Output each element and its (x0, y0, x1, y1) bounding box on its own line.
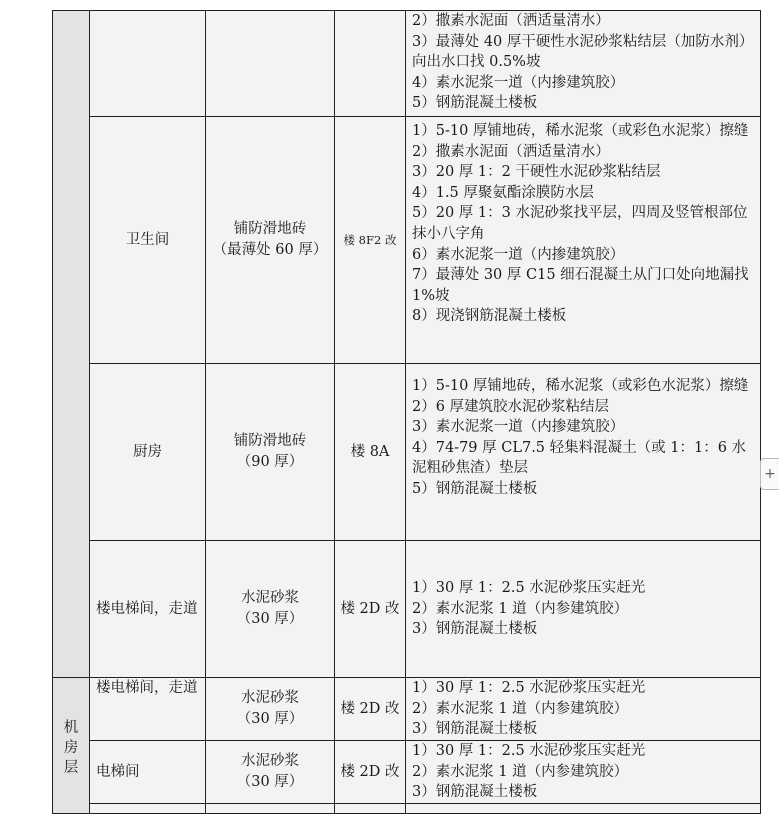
step-line: 3）素水泥浆一道（内掺建筑胶） (412, 419, 625, 436)
step-line: 1）30 厚 1：2.5 水泥砂浆压实赶光 (412, 680, 646, 696)
step-line: 1）5-10 厚铺地砖，稀水泥浆（或彩色水泥浆）擦缝 (412, 378, 749, 394)
step-line: 2）6 厚建筑胶水泥砂浆粘结层 (412, 398, 610, 415)
construction-steps-cell (406, 541, 761, 678)
category-cell-machine-room (53, 678, 90, 814)
step-line: 5）钢筋混凝土楼板 (412, 480, 538, 497)
material-thickness: （90 厚） (236, 454, 304, 470)
page-margin (0, 0, 52, 809)
step-line: 2）撒素水泥面（洒适量清水） (412, 143, 610, 160)
step-line: 8）现浇钢筋混凝土楼板 (412, 308, 567, 325)
room-name-cell: 楼电梯间，走道 (90, 541, 206, 678)
code-cell: 楼 8A (335, 364, 406, 541)
step-line: 2）撒素水泥面（洒适量清水） (412, 13, 610, 29)
step-line: 2）素水泥浆 1 道（内参建筑胶） (412, 763, 629, 780)
material-name: 铺防滑地砖 (233, 433, 307, 450)
material-name: 水泥砂浆 (241, 753, 299, 770)
step-line: 6）素水泥浆一道（内掺建筑胶） (412, 246, 625, 263)
step-line: 1）5-10 厚铺地砖，稀水泥浆（或彩色水泥浆）擦缝 (412, 123, 749, 139)
step-line: 5）钢筋混凝土楼板 (412, 95, 538, 112)
material-cell (206, 541, 335, 678)
material-thickness: （30 厚） (236, 611, 304, 627)
material-cell (206, 678, 335, 741)
code-cell (335, 11, 406, 117)
step-line: 1）30 厚 1：2.5 水泥砂浆压实赶光 (412, 580, 646, 597)
step-line: 3）钢筋混凝土楼板 (412, 621, 538, 638)
construction-steps-cell (406, 364, 761, 541)
construction-steps-cell (406, 741, 761, 804)
step-line: 3）钢筋混凝土楼板 (412, 784, 538, 801)
table-row (53, 678, 761, 741)
material-cell (206, 741, 335, 804)
add-row-plus-icon[interactable]: + (760, 458, 779, 490)
category-cell-floor (53, 11, 90, 678)
table-row (53, 364, 761, 541)
floor-finish-table (52, 10, 761, 814)
step-line: 3）钢筋混凝土楼板 (412, 721, 538, 738)
material-thickness: （30 厚） (236, 711, 304, 727)
step-line: 4）74-79 厚 CL7.5 轻集料混凝土（或 1：1：6 水泥粗砂焦渣）垫层 (412, 439, 747, 477)
room-name-cell: 卫生间 (90, 117, 206, 364)
material-name: 水泥砂浆 (241, 690, 299, 707)
material-cell (206, 117, 335, 364)
material-name: 铺防滑地砖 (233, 221, 307, 238)
step-line: 4）素水泥浆一道（内掺建筑胶） (412, 74, 625, 91)
code-cell: 楼 2D 改 (335, 741, 406, 804)
step-line: 4）1.5 厚聚氨酯涂膜防水层 (412, 184, 594, 201)
room-name-cell: 电梯间 (90, 741, 206, 804)
step-line: 3）最薄处 40 厚干硬性水泥砂浆粘结层（加防水剂）向出水口找 0.5%坡 (412, 33, 754, 71)
material-cell (206, 11, 335, 117)
step-line: 2）素水泥浆 1 道（内参建筑胶） (412, 600, 629, 617)
room-name-cell: 厨房 (90, 364, 206, 541)
code-cell: 楼 2D 改 (335, 541, 406, 678)
table-row (53, 541, 761, 678)
material-cell (206, 364, 335, 541)
room-name-cell: 楼电梯间，走道 (90, 678, 206, 741)
category-label: 机房层 (63, 720, 79, 776)
step-line: 7）最薄处 30 厚 C15 细石混凝土从门口处向地漏找 1%坡 (412, 267, 749, 304)
room-name-cell (90, 11, 206, 117)
construction-steps-cell (406, 117, 761, 364)
table-row (53, 117, 761, 364)
code-cell: 楼 8F2 改 (335, 117, 406, 364)
material-thickness: （最薄处 60 厚） (212, 242, 328, 258)
construction-steps-cell (406, 11, 761, 117)
material-thickness: （30 厚） (236, 774, 304, 790)
step-line: 3）20 厚 1：2 干硬性水泥砂浆粘结层 (412, 164, 661, 181)
step-line: 5）20 厚 1：3 水泥砂浆找平层，四周及竖管根部位抹小八字角 (412, 205, 748, 242)
table-row (53, 11, 761, 117)
material-name: 水泥砂浆 (241, 590, 299, 607)
step-line: 1）30 厚 1：2.5 水泥砂浆压实赶光 (412, 743, 646, 759)
step-line: 2）素水泥浆 1 道（内参建筑胶） (412, 700, 629, 717)
code-cell: 楼 2D 改 (335, 678, 406, 741)
table-row (53, 741, 761, 804)
construction-steps-cell (406, 678, 761, 741)
